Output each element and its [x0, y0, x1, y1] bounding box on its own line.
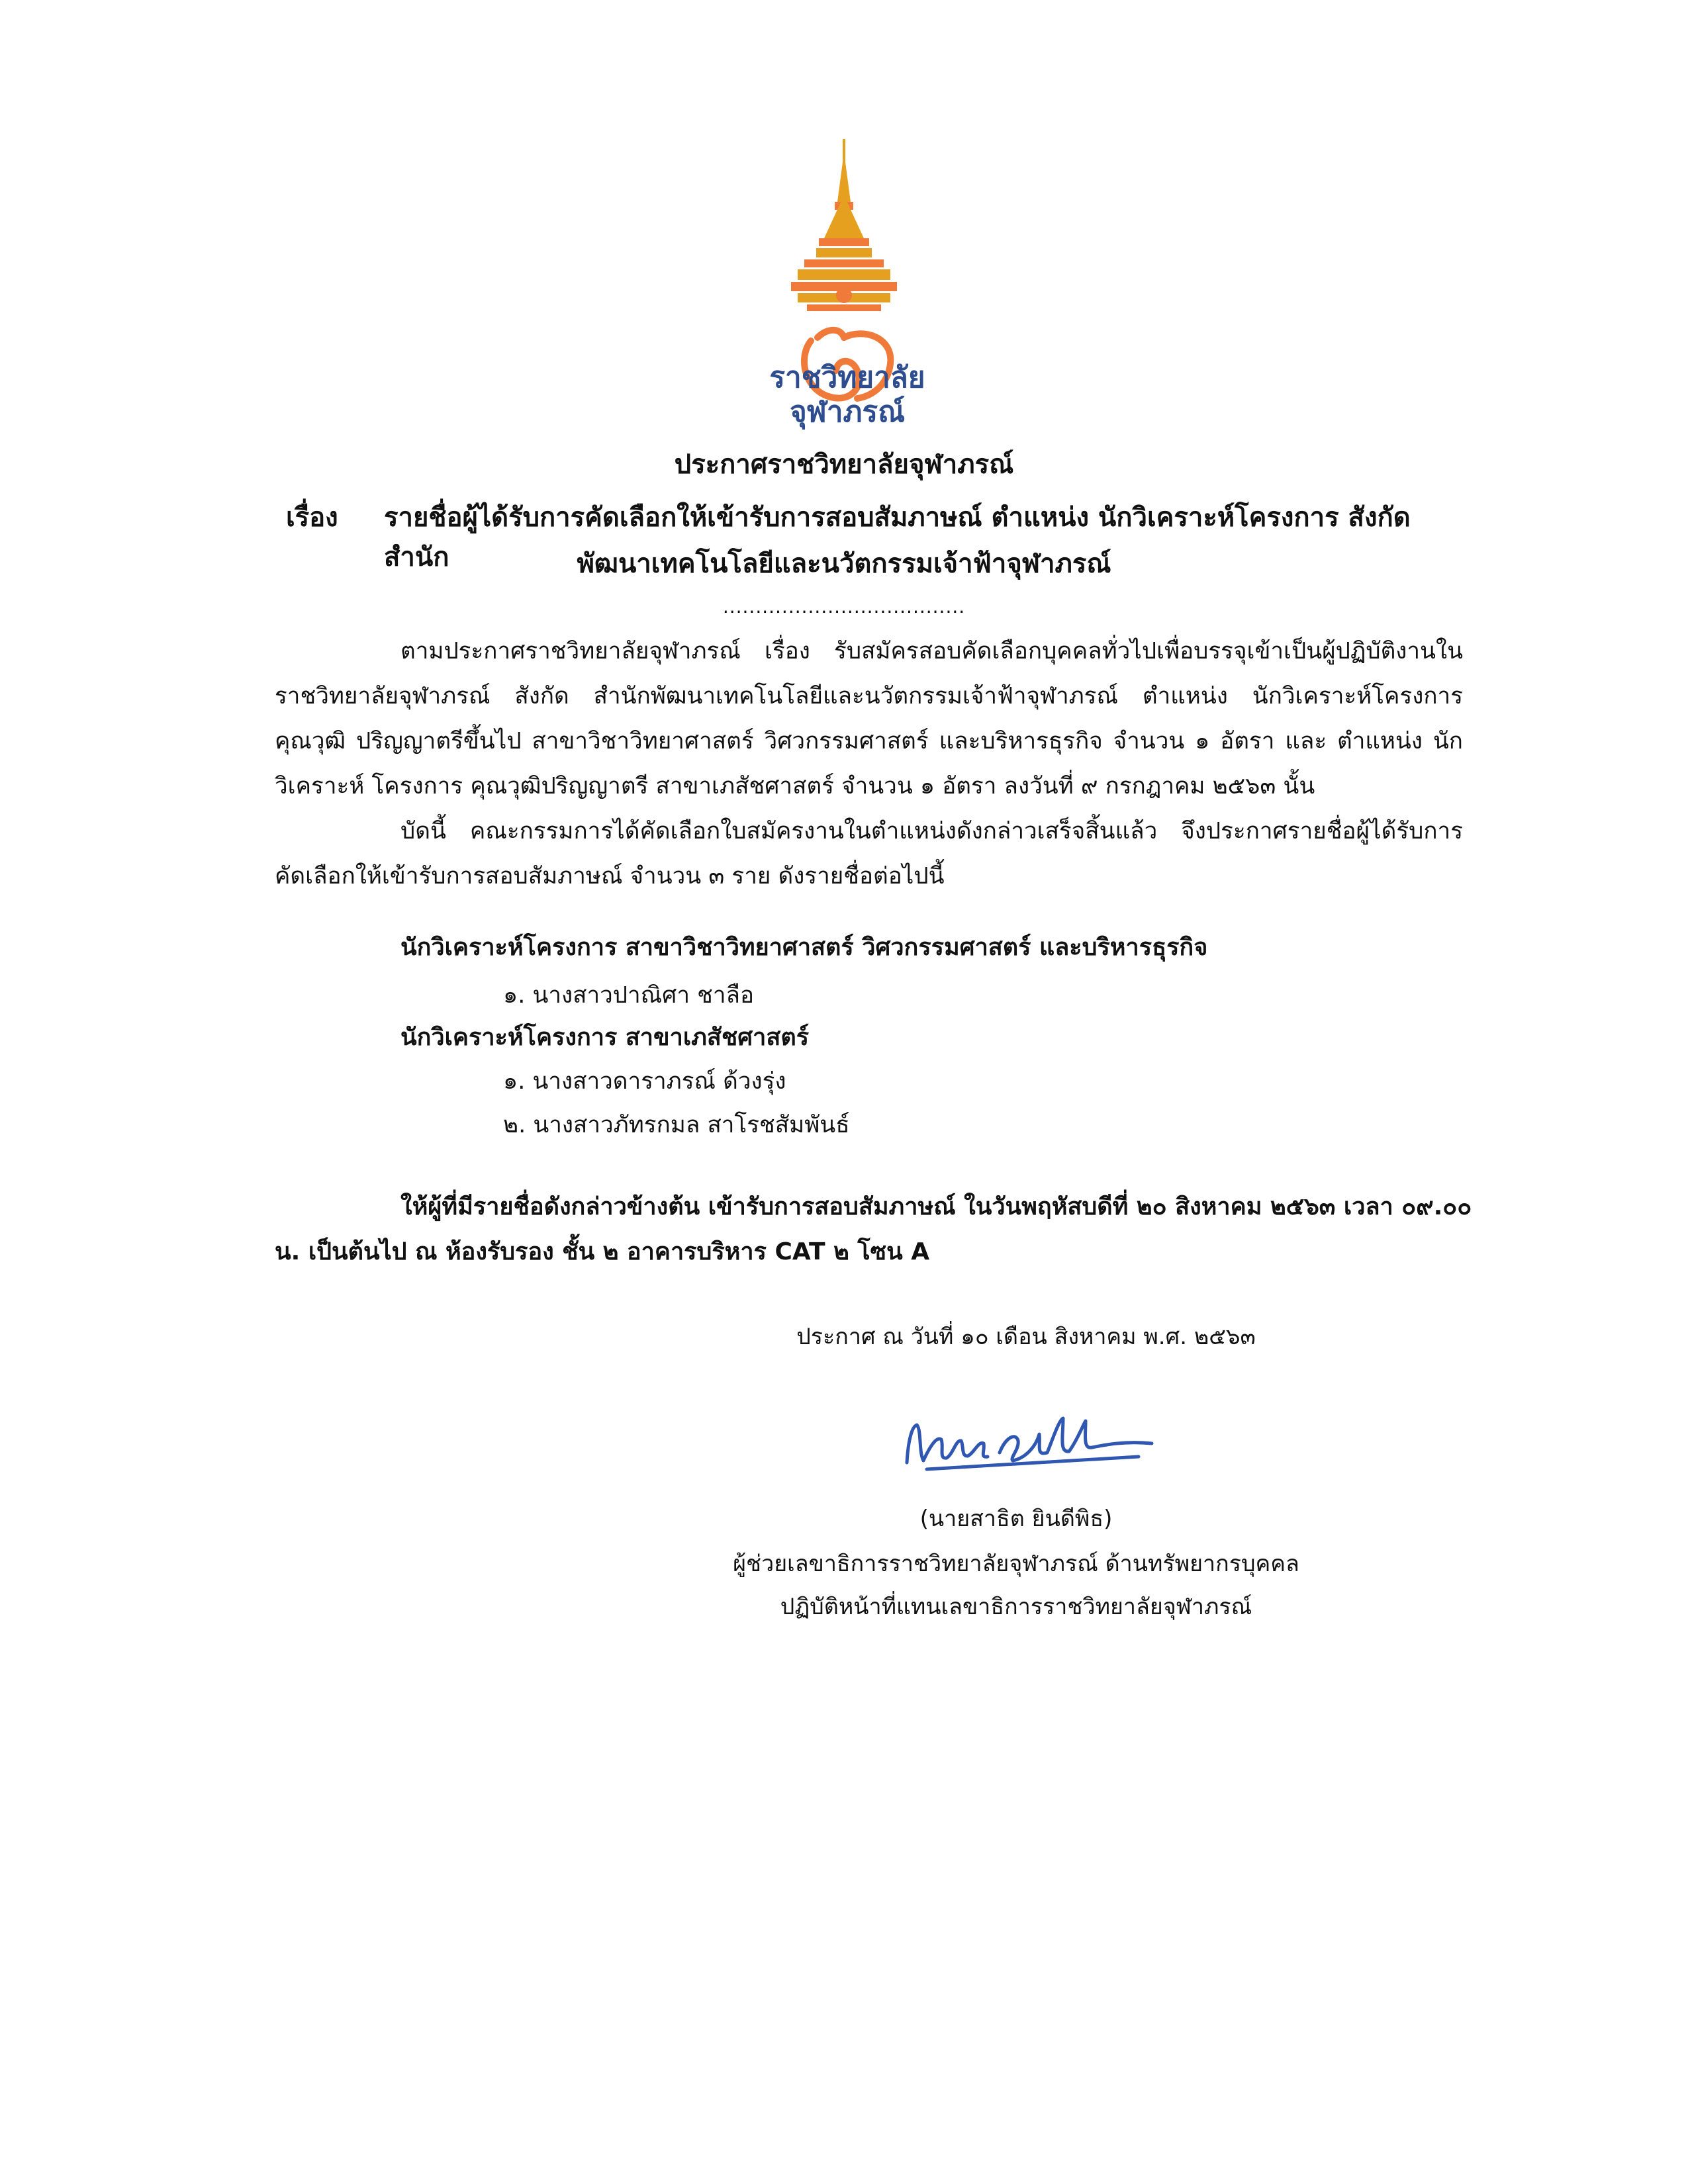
group-heading-2: นักวิเคราะห์โครงการ สาขาเภสัชศาสตร์ [400, 1024, 810, 1051]
candidate-list-item: ๒. นางสาวภัทรกมล สาโรชสัมพันธ์ [503, 1112, 850, 1138]
interview-instruction-line-1: ให้ผู้ที่มีรายชื่อดังกล่าวข้างต้น เข้ารับการสอบสัมภาษณ์ ในวันพฤหัสบดีที่ ๒๐ สิงหาคม ๒๕๖๓ เวลา ๐๙.๐๐ [400, 1193, 1472, 1220]
body-paragraph-2: บัดนี้ คณะกรรมการได้คัดเลือกใบสมัครงานในตำแหน่งดังกล่าวเสร็จสิ้นแล้ว จึงประกาศรายชื่อผู้ได้รับการ คัดเลือกให้เข้ารับการสอบสัมภาษณ์ จำนวน ๓ ราย ดังรายชื่อต่อไปนี้ [275, 818, 1463, 889]
candidate-list-item: ๑. นางสาวปาณิศา ชาลือ [503, 982, 755, 1009]
handwritten-signature [900, 1400, 1165, 1479]
logo-text-line1: ราชวิทยาลัย [769, 361, 925, 394]
group-heading-1: นักวิเคราะห์โครงการ สาขาวิชาวิทยาศาสตร์ วิศวกรรมศาสตร์ และบริหารธุรกิจ [400, 934, 1208, 961]
interview-instruction-line-2: น. เป็นต้นไป ณ ห้องรับรอง ชั้น ๒ อาคารบริหาร CAT ๒ โซน A [275, 1238, 930, 1265]
subject-line-2: พัฒนาเทคโนโลยีและนวัตกรรมเจ้าฟ้าจุฬาภรณ์ [577, 549, 1111, 579]
signer-name: (นายสาธิต ยินดีพิธ) [919, 1506, 1113, 1532]
signer-title-line-2: ปฏิบัติหน้าที่แทนเลขาธิการราชวิทยาลัยจุฬาภรณ์ [780, 1594, 1252, 1620]
subject-line-1: รายชื่อผู้ได้รับการคัดเลือกให้เข้ารับการสอบสัมภาษณ์ ตำแหน่ง นักวิเคราะห์โครงการ สังกัด สำนัก [384, 502, 1411, 572]
document-title: ประกาศราชวิทยาลัยจุฬาภรณ์ [674, 449, 1014, 480]
body-paragraph-1: ตามประกาศราชวิทยาลัยจุฬาภรณ์ เรื่อง รับสมัครสอบคัดเลือกบุคคลทั่วไปเพื่อบรรจุเข้าเป็นผู้ปฏิบัติงานใน ราชวิทยาลัยจุฬาภรณ์ สังกัด สำนักพัฒนาเทคโนโลยีและนวัตกรรมเจ้าฟ้าจุฬาภรณ์ ตำแหน่ง นักวิเคราะห์โครงการ คุณวุฒิ ปริญญาตรีขึ้นไป สาขาวิชาวิทยาศาสตร์ วิศวกรรมศาสตร์ และบริหารธุรกิจ จำนวน ๑ อัตรา และ ตำแหน่ง นักวิเคราะห์ โครงการ คุณวุฒิปริญญาตรี สาขาเภสัชศาสตร์ จำนวน ๑ อัตรา ลงวันที่ ๙ กรกฎาคม ๒๕๖๓ นั้น [275, 638, 1463, 799]
logo-text-line2: จุฬาภรณ์ [789, 395, 906, 429]
candidate-list-item: ๑. นางสาวดาราภรณ์ ด้วงรุ่ง [503, 1068, 786, 1095]
announcement-date: ประกาศ ณ วันที่ ๑๐ เดือน สิงหาคม พ.ศ. ๒๕๖๓ [796, 1324, 1256, 1350]
signer-title-line-1: ผู้ช่วยเลขาธิการราชวิทยาลัยจุฬาภรณ์ ด้านทรัพยากรบุคคล [733, 1551, 1299, 1577]
separator-dots: ..................................... [722, 596, 966, 617]
crown-icon [791, 139, 897, 311]
subject-label: เรื่อง [286, 502, 338, 533]
